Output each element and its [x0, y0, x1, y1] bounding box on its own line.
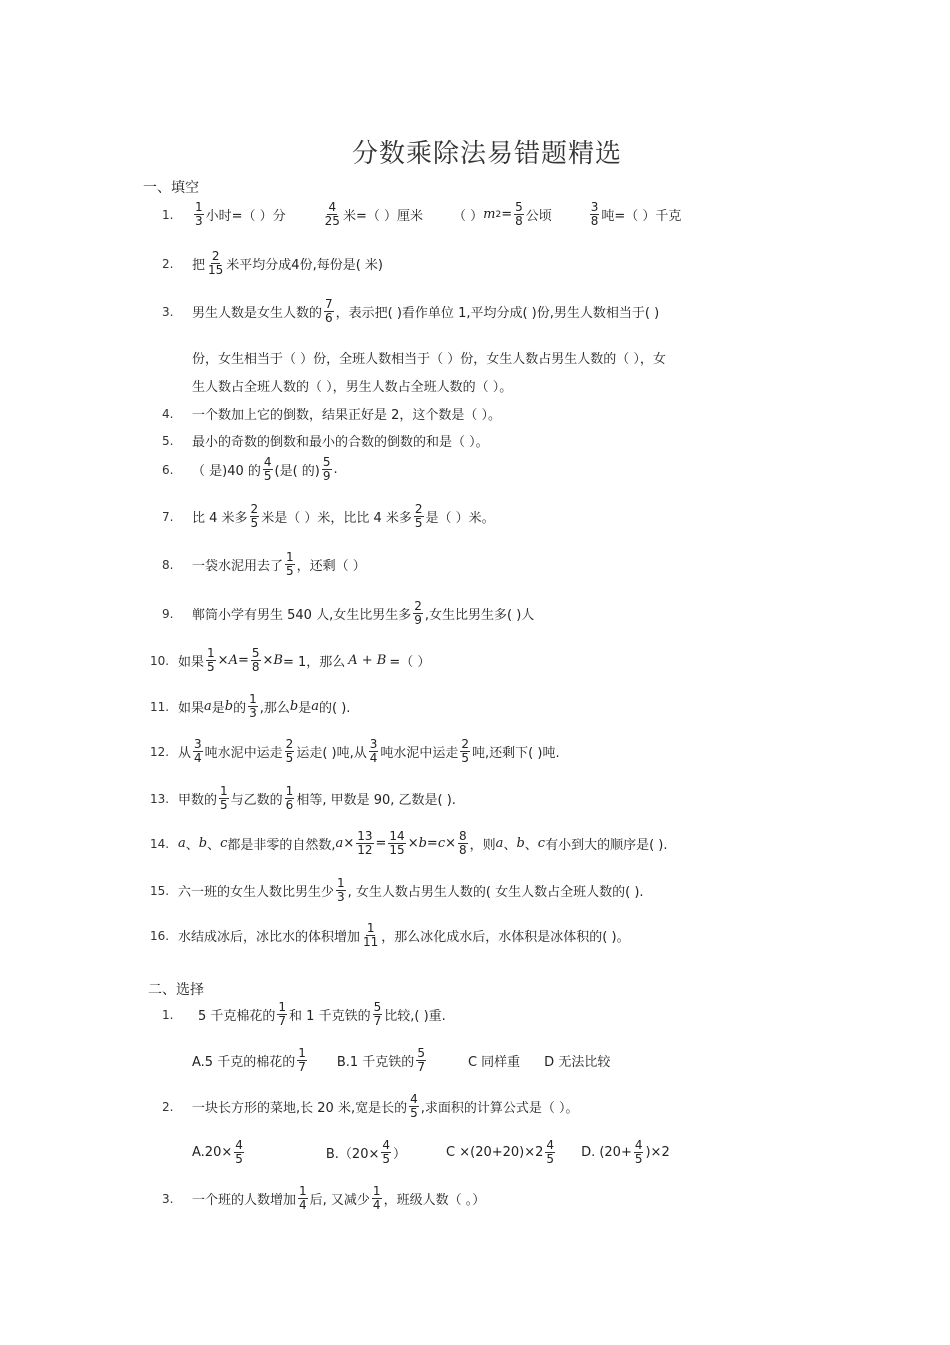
fraction: [324, 298, 334, 325]
question-3-line-3: 生人数占全班人数的（ ），男生人数占全班人数的（ ）。: [192, 380, 513, 395]
question-14: [150, 830, 668, 857]
question-13: [150, 785, 456, 812]
denominator: 8: [459, 843, 467, 857]
fraction: [324, 201, 341, 228]
question-text: 是: [298, 701, 312, 716]
numerator: 3: [590, 200, 599, 214]
numerator: 4: [410, 1092, 418, 1106]
question-text: 甲数的: [178, 793, 218, 808]
numerator: 4: [235, 1138, 243, 1152]
question-text: 从: [178, 746, 192, 761]
fraction: [277, 1001, 287, 1028]
numerator: 1: [286, 550, 294, 564]
question-text: 吨水泥中运走: [380, 746, 459, 761]
question-text: 运走( )吨,从: [296, 746, 367, 761]
question-text: 最小的奇数的倒数和最小的合数的倒数的和是（ ）。: [192, 435, 489, 450]
question-number: 2.: [162, 256, 174, 271]
variable: b: [224, 699, 234, 714]
fraction: [298, 1185, 308, 1212]
fraction: [460, 738, 470, 765]
denominator: 9: [322, 469, 331, 483]
question-text: 公顷: [525, 209, 552, 224]
question-number: 2.: [162, 1099, 174, 1114]
denominator: 8: [515, 214, 523, 228]
denominator: 3: [249, 706, 257, 720]
question-number: 8.: [162, 557, 174, 572]
variable: b: [198, 836, 208, 851]
operator: =: [426, 836, 438, 851]
fraction: [251, 647, 261, 674]
question-number: 13.: [150, 791, 170, 806]
question-text: 都是非零的自然数,: [227, 838, 336, 853]
question-text: (是( 的): [274, 464, 320, 479]
question-16: [150, 922, 630, 949]
question-11: [150, 693, 350, 720]
question-number: 12.: [150, 744, 170, 759]
fraction: [416, 1047, 426, 1074]
numerator: 1: [249, 692, 257, 706]
denominator: 5: [250, 516, 259, 530]
numerator: 4: [546, 1138, 555, 1152]
question-text: 吨水泥中运走: [204, 746, 283, 761]
denominator: 7: [298, 1060, 306, 1074]
variable: a: [495, 836, 504, 851]
question-text: （ ）: [452, 209, 484, 224]
separator: 、: [207, 838, 221, 853]
denominator: 5: [263, 469, 272, 483]
question-text: 的: [233, 701, 247, 716]
question-10: [150, 647, 430, 674]
fraction: [193, 738, 203, 765]
choice-question-2: [162, 1093, 578, 1120]
question-text: 米是（ ）米，比比 4 米多: [261, 511, 412, 526]
fraction: [590, 201, 600, 228]
question-text: 后, 又减少: [309, 1193, 370, 1208]
question-text: ,求面积的计算公式是（ ）。: [420, 1101, 579, 1116]
numerator: 1: [337, 876, 345, 890]
denominator: 3: [195, 214, 203, 228]
numerator: 1: [366, 921, 375, 935]
fraction: [409, 1093, 419, 1120]
denominator: 4: [194, 751, 202, 765]
denominator: 9: [414, 613, 422, 627]
question-8: [162, 551, 366, 578]
section-fill-blank: 一、填空: [143, 180, 199, 196]
denominator: 4: [369, 751, 378, 765]
question-text: 一个数加上它的倒数，结果正好是 2，这个数是（ ）。: [192, 408, 502, 423]
question-6: [162, 456, 338, 483]
fraction: [545, 1139, 555, 1166]
denominator: 5: [286, 564, 294, 578]
numerator: 5: [373, 1000, 382, 1014]
denominator: 5: [410, 1106, 418, 1120]
denominator: 5: [461, 751, 470, 765]
variable: m: [483, 207, 496, 222]
numerator: 1: [207, 646, 215, 660]
section-multiple-choice: 二、选择: [148, 982, 204, 998]
question-text: 小时=（ ）分: [205, 209, 286, 224]
denominator: 12: [357, 843, 373, 857]
question-text: 有小到大的顺序是( ).: [545, 838, 668, 853]
question-text: ，班级人数（ 。）: [383, 1193, 486, 1208]
denominator: 8: [590, 214, 599, 228]
numerator: 4: [263, 455, 272, 469]
question-text: 米=（ ）厘米: [342, 209, 423, 224]
fraction: [336, 877, 346, 904]
option-c[interactable]: C 同样重: [467, 1055, 521, 1070]
denominator: 6: [285, 798, 294, 812]
option-d[interactable]: D. (20+: [581, 1145, 632, 1160]
denominator: 5: [207, 660, 215, 674]
numerator: 1: [220, 784, 228, 798]
numerator: 1: [299, 1184, 307, 1198]
numerator: 1: [372, 1184, 381, 1198]
option-a[interactable]: A.20×: [192, 1145, 233, 1160]
question-text: 比 4 米多: [192, 511, 248, 526]
question-number: 10.: [150, 653, 170, 668]
numerator: 4: [634, 1138, 643, 1152]
question-text: 比较,( )重.: [384, 1009, 446, 1024]
numerator: 5: [322, 455, 331, 469]
numerator: 3: [194, 737, 202, 751]
denominator: 4: [299, 1198, 307, 1212]
question-text: 与乙数的: [230, 793, 283, 808]
denominator: 5: [285, 751, 294, 765]
fraction: [285, 551, 295, 578]
question-15: [150, 877, 644, 904]
option-b-close: ）: [393, 1147, 407, 1162]
separator: 、: [185, 838, 199, 853]
numerator: 3: [369, 737, 378, 751]
fraction: [381, 1139, 391, 1166]
variable: B: [273, 653, 283, 668]
separator: 、: [503, 838, 517, 853]
numerator: 7: [325, 297, 333, 311]
denominator: 15: [389, 843, 405, 857]
variable: b: [516, 836, 525, 851]
question-7: [162, 503, 495, 530]
question-text: ，还剩（ ）: [296, 559, 366, 574]
page-title: 分数乘除法易错题精选: [352, 139, 623, 169]
question-text: 吨=（ ）千克: [601, 209, 682, 224]
question-number: 1.: [162, 1007, 174, 1022]
operator: =: [237, 653, 249, 668]
denominator: 6: [325, 311, 333, 325]
fraction: [356, 830, 373, 857]
variable: c: [537, 836, 546, 851]
question-number: 3.: [162, 304, 174, 319]
question-number: 3.: [162, 1191, 174, 1206]
operator: =: [375, 836, 387, 851]
question-3-line-2: 份，女生相当于（ ）份，全班人数相当于（ ）份，女生人数占男生人数的（ ），女: [192, 352, 666, 367]
option-c[interactable]: C ×(20+20)×2: [446, 1145, 544, 1160]
numerator: 1: [285, 784, 294, 798]
numerator: 5: [417, 1046, 425, 1060]
question-2: [162, 250, 383, 277]
numerator: 5: [515, 200, 523, 214]
denominator: 7: [417, 1060, 425, 1074]
fraction: [207, 250, 224, 277]
fraction: [250, 503, 260, 530]
question-text: 六一班的女生人数比男生少: [178, 885, 335, 900]
question-4: [162, 404, 501, 423]
variable: b: [418, 836, 427, 851]
fraction: [263, 456, 273, 483]
option-d-close: )×2: [645, 1145, 670, 1160]
question-text: 水结成冰后，冰比水的体积增加: [178, 930, 361, 945]
denominator: 15: [208, 263, 224, 277]
denominator: 5: [546, 1152, 555, 1166]
question-number: 14.: [150, 836, 170, 851]
numerator: 8: [459, 829, 467, 843]
question-text: ，表示把( )看作单位 1,平均分成( )份,男生人数相当于( ): [335, 306, 660, 321]
denominator: 5: [235, 1152, 243, 1166]
fraction: [297, 1047, 307, 1074]
question-text: 一个班的人数增加: [192, 1193, 297, 1208]
operator: ×: [445, 836, 457, 851]
choice-question-3: [162, 1185, 485, 1212]
question-text: 是（ ）米。: [425, 511, 495, 526]
fraction: [206, 647, 216, 674]
question-text: ，那么冰化成水后，水体积是冰体积的( )。: [381, 930, 630, 945]
fraction: [514, 201, 524, 228]
fraction: [248, 693, 258, 720]
question-text: 如果: [178, 701, 205, 716]
operator: ×: [262, 653, 274, 668]
denominator: 7: [373, 1014, 382, 1028]
denominator: 5: [220, 798, 228, 812]
numerator: 1: [298, 1046, 306, 1060]
question-9: [162, 600, 534, 627]
question-12: [150, 738, 560, 765]
question-text: 吨,还剩下( )吨.: [472, 746, 560, 761]
question-text: = 1，那么: [282, 655, 346, 670]
question-number: 11.: [150, 699, 170, 714]
choice-1-options: [192, 1047, 610, 1074]
question-5: [162, 431, 489, 450]
fraction: [373, 1001, 383, 1028]
question-text: 是: [211, 701, 225, 716]
option-b[interactable]: B.1 千克铁的: [336, 1055, 415, 1070]
numerator: 2: [461, 737, 470, 751]
variable: b: [289, 699, 299, 714]
fraction: [458, 830, 468, 857]
question-text: 一袋水泥用去了: [192, 559, 284, 574]
variable: a: [178, 836, 186, 851]
fraction: [369, 738, 379, 765]
numerator: 2: [211, 249, 220, 263]
question-number: 4.: [162, 406, 174, 421]
option-b[interactable]: B.（20×: [325, 1147, 380, 1162]
question-number: 7.: [162, 509, 174, 524]
question-number: 15.: [150, 883, 170, 898]
question-1: [162, 201, 681, 228]
variable: c: [220, 836, 228, 851]
denominator: 25: [324, 214, 340, 228]
superscript: 2: [495, 209, 502, 220]
question-text: ,那么: [259, 701, 290, 716]
numerator: 13: [357, 829, 373, 843]
numerator: 4: [382, 1138, 391, 1152]
question-number: 16.: [150, 928, 170, 943]
denominator: 8: [251, 660, 260, 674]
question-text: , 女生人数占男生人数的( 女生人数占全班人数的( ).: [347, 885, 644, 900]
question-text: 的( ).: [319, 701, 351, 716]
numerator: 5: [251, 646, 260, 660]
fraction: [194, 201, 204, 228]
question-text: 如果: [178, 655, 205, 670]
question-text: （ 是)40 的: [192, 464, 261, 479]
separator: 、: [524, 838, 538, 853]
variable: a: [311, 699, 320, 714]
question-text: 相等, 甲数是 90, 乙数是( ).: [296, 793, 456, 808]
operator: ×: [407, 836, 419, 851]
choice-question-1: [162, 1001, 446, 1028]
option-a[interactable]: A.5 千克的棉花的: [192, 1055, 296, 1070]
denominator: 5: [634, 1152, 643, 1166]
numerator: 2: [414, 599, 422, 613]
question-text: 米平均分成4份,每份是( 米): [226, 258, 383, 273]
numerator: 2: [414, 502, 423, 516]
question-text: =: [501, 207, 513, 222]
question-text: 男生人数是女生人数的: [192, 306, 323, 321]
question-text: 和 1 千克铁的: [289, 1009, 371, 1024]
question-text: =（ ）: [389, 655, 431, 670]
denominator: 11: [363, 935, 379, 949]
fraction: [388, 830, 405, 857]
numerator: 14: [389, 829, 405, 843]
denominator: 7: [278, 1014, 287, 1028]
denominator: 5: [382, 1152, 391, 1166]
variable: a: [204, 699, 212, 714]
fraction: [285, 785, 295, 812]
numerator: 2: [285, 737, 294, 751]
question-text: ，则: [469, 838, 496, 853]
fraction: [414, 503, 424, 530]
question-text: .: [333, 462, 338, 477]
fraction: [322, 456, 332, 483]
option-d[interactable]: D 无法比较: [544, 1055, 611, 1070]
denominator: 3: [337, 890, 345, 904]
question-text: ,女生比男生多( )人: [424, 608, 535, 623]
question-number: 5.: [162, 433, 174, 448]
question-number: 9.: [162, 606, 174, 621]
numerator: 1: [195, 200, 203, 214]
denominator: 4: [372, 1198, 381, 1212]
question-text: 一块长方形的菜地,长 20 米,宽是长的: [192, 1101, 408, 1116]
fraction: [634, 1139, 644, 1166]
fraction: [285, 738, 295, 765]
choice-2-options: [192, 1139, 670, 1166]
question-text: 5 千克棉花的: [198, 1009, 276, 1024]
question-3: [162, 298, 659, 325]
fraction: [413, 600, 423, 627]
denominator: 5: [414, 516, 423, 530]
variable: a: [335, 836, 344, 851]
fraction: [234, 1139, 244, 1166]
question-number: 1.: [162, 207, 174, 222]
numerator: 1: [278, 1000, 287, 1014]
fraction: [372, 1185, 382, 1212]
operator: ×: [343, 836, 355, 851]
question-number: 6.: [162, 462, 174, 477]
operator: ×: [217, 653, 229, 668]
question-text: 郸筒小学有男生 540 人,女生比男生多: [192, 608, 412, 623]
variable: A + B: [348, 653, 387, 668]
numerator: 4: [328, 200, 337, 214]
fraction: [362, 922, 379, 949]
numerator: 2: [250, 502, 259, 516]
variable: c: [437, 836, 446, 851]
variable: A: [228, 653, 238, 668]
question-text: 把: [192, 258, 206, 273]
fraction: [219, 785, 229, 812]
